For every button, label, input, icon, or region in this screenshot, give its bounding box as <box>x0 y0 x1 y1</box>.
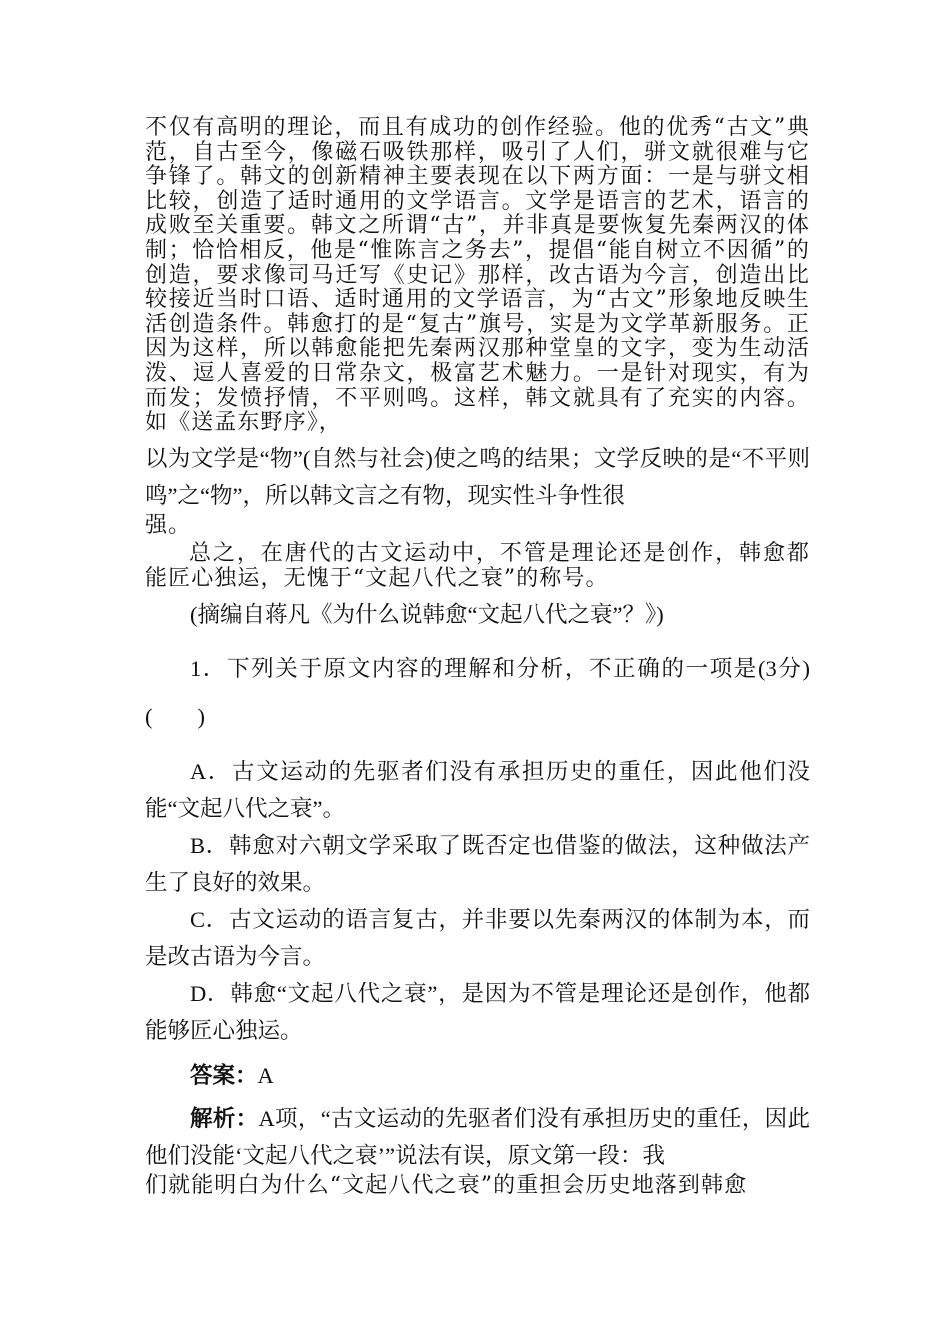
source-citation: (摘编自蒋凡《为什么说韩愈“文起八代之衰”？》) <box>190 601 664 627</box>
question-stem: 1．下列关于原文内容的理解和分析，不正确的一项是(3分)( ) <box>145 655 810 729</box>
passage-paragraph-2: 总之，在唐代的古文运动中，不管是理论还是创作，韩愈都能匠心独运，无愧于“文起八代之衰”的称号。 <box>145 541 810 591</box>
analysis-text: A项，“古文运动的先驱者们没有承担历史的重任，因此他们没能‘文起八代之衰’”说法有误，原文第一段：我 <box>145 1105 810 1168</box>
passage-paragraph-1: 不仅有高明的理论，而且有成功的创作经验。他的优秀“古文”典范，自古至今，像磁石吸铁那样，吸引了人们，骈文就很难与它争锋了。韩文的创新精神主要表现在以下两方面：一是与骈文相比较，创造了适时通用的文学语言。文学是语言的艺术，语言的成败至关重要。韩文之所谓“古”，并非真是要恢复先秦两汉的体制；恰恰相反，他是“惟陈言之务去”，提倡“能自树立不因循”的创造，要求像司马迁写《史记》那样，改古语为今言，创造出比较接近当时口语、适时通用的文学语言，为“古文”形象地反映生活创造条件。韩愈打的是“复古”旗号，实是为文学革新服务。正因为这样，所以韩愈能把先秦两汉那种堂皇的文字，变为生动活泼、逗人喜爱的日常杂文，极富艺术魅力。一是针对现实，有为而发；发愤抒情，不平则鸣。这样，韩文就具有了充实的内容。如《送孟东野序》， <box>145 115 810 436</box>
option-a: A．古文运动的先驱者们没有承担历史的重任，因此他们没能“文起八代之衰”。 <box>145 758 810 821</box>
passage-paragraph-1-continued: 以为文学是“物”(自然与社会)使之鸣的结果；文学反映的是“不平则鸣”之“物”，所以韩文言之有物，现实性斗争性很 <box>145 445 810 508</box>
analysis-paragraph <box>145 1100 810 1174</box>
document-page <box>145 116 810 1198</box>
answer-label: 答案： <box>190 1062 258 1088</box>
answer-line <box>145 1057 810 1094</box>
option-b: B．韩愈对六朝文学采取了既否定也借鉴的做法，这种做法产生了良好的效果。 <box>145 832 810 895</box>
passage-paragraph-1-tail: 强。 <box>145 512 192 538</box>
analysis-label: 解析： <box>190 1105 259 1131</box>
answer-value: A <box>257 1062 274 1088</box>
option-c: C．古文运动的语言复古，并非要以先秦两汉的体制为本，而是改古语为今言。 <box>145 906 810 969</box>
analysis-continued: 们就能明白为什么“文起八代之衰”的重担会历史地落到韩愈 <box>145 1172 748 1198</box>
option-d: D．韩愈“文起八代之衰”，是因为不管是理论还是创作，他都能够匠心独运。 <box>145 980 810 1043</box>
